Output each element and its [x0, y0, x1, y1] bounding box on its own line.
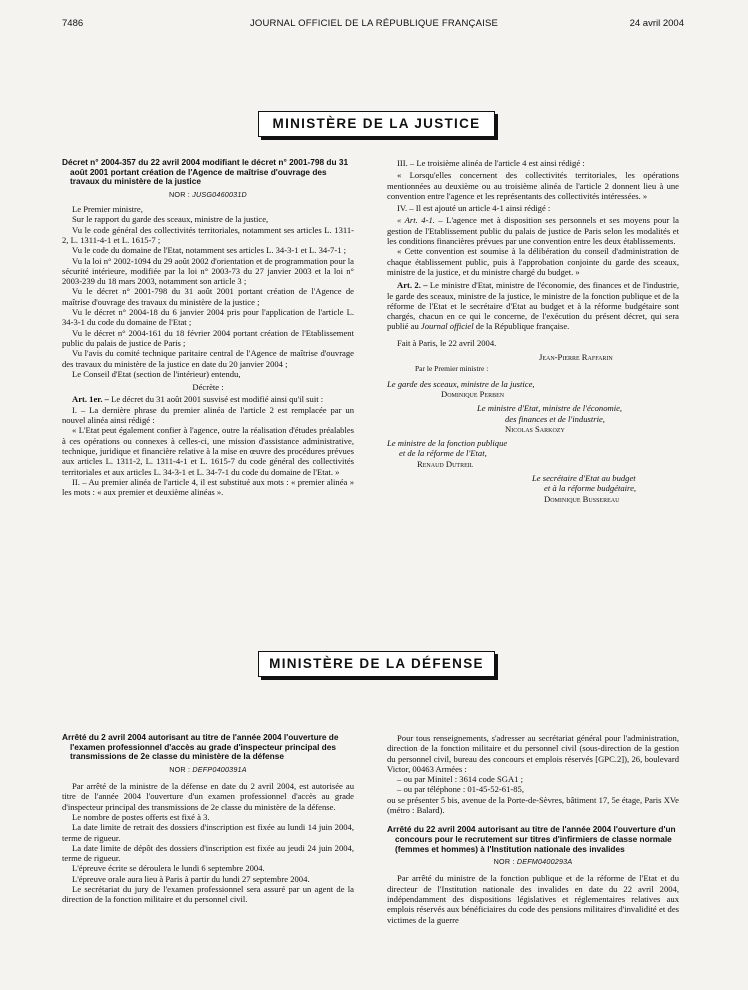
- signature-title: Le secrétaire d'Etat au budget: [532, 473, 636, 484]
- paragraph: Vu le décret n° 2004-161 du 18 février 2004 portant création de l'Etablissement public du palais de justice de Paris ;: [62, 327, 354, 348]
- paragraph: Le nombre de postes offerts est fixé à 3.: [72, 811, 210, 822]
- justice-right-column: [387, 158, 679, 504]
- signer-pm: Jean-Pierre Raffarin: [539, 352, 613, 363]
- signature-name: Dominique Perben: [441, 388, 505, 399]
- paragraph: « Lorsqu'elles concernent des collectivités territoriales, les opérations mentionnées au deuxième ou au troisième alinéa de l'article 2 donnent lieu à une convention entre l'agence et les représentants des collectivités intéressées. »: [387, 170, 679, 201]
- paragraph: Sur le rapport du garde des sceaux, ministre de la justice,: [72, 214, 269, 225]
- paragraph: Vu la loi n° 2002-1094 du 29 août 2002 d'orientation et de programmation pour la sécurité intérieure, modifiée par la loi n° 2003-73 du 27 janvier 2003 et la loi n° 2003-239 du 18 mars 2003, notamment son article 3 ;: [62, 255, 354, 287]
- arrete-title: Arrêté du 2 avril 2004 autorisant au titre de l'année 2004 l'ouverture de l'examen professionnel d'accès au grade d'inspecteur principal des transmissions de 2e classe du ministère de la défense: [62, 732, 339, 762]
- signature-name: Renaud Dutreil: [417, 458, 474, 469]
- arrete-nor-2: NOR : DEFM0400293A: [493, 857, 573, 867]
- paragraph: La date limite de retrait des dossiers d'inscription est fixée au lundi 14 juin 2004, terme de rigueur.: [62, 822, 354, 843]
- paragraph: I. – La dernière phrase du premier alinéa de l'article 2 est remplacée par un nouvel alinéa ainsi rédigé :: [62, 404, 354, 426]
- paragraph: Par arrêté de la ministre de la défense en date du 2 avril 2004, est autorisée au titre de l'année 2004 l'ouverture d'un examen professionnel d'accès au grade d'inspecteur principal des transmissions de 2e classe du ministère de la défense.: [62, 781, 354, 812]
- paragraph: Le Conseil d'Etat (section de l'intérieur) entendu,: [72, 368, 241, 379]
- paragraph: L'épreuve orale aura lieu à Paris à partir du lundi 27 septembre 2004.: [72, 873, 310, 884]
- arrete-title-2: Arrêté du 22 avril 2004 autorisant au titre de l'année 2004 l'ouverture d'un concours pour le recrutement sur titres d'infirmiers de classe normale (femmes et hommes) à l'Institution nationale des invalides: [387, 824, 676, 854]
- paragraph: Par arrêté du ministre de la fonction publique et de la réforme de l'Etat et du directeur de l'Institution nationale des invalides en date du 22 avril 2004, indépendamment des dispositions législatives et réglementaires relatives aux emplois réservés aux bénéficiaires du code des pensions militaires d'invalidité et des victimes de la guerre: [387, 873, 679, 925]
- signature-title: Le garde des sceaux, ministre de la justice,: [387, 378, 535, 389]
- ministry-defense-heading: MINISTÈRE DE LA DÉFENSE: [258, 651, 495, 677]
- signature-title: Le ministre de la fonction publique: [387, 438, 508, 449]
- paragraph: « Cette convention est soumise à la délibération du conseil d'administration de chaque établissement public, puis à l'approbation conjointe du garde des sceaux, ministre de la justice, et du ministre chargé du budget. »: [387, 246, 679, 277]
- signature-name: Dominique Bussereau: [544, 493, 620, 504]
- signature-title: des finances et de l'industrie,: [505, 413, 605, 424]
- page-header: [0, 18, 748, 32]
- decree-title: Décret n° 2004-357 du 22 avril 2004 modifiant le décret n° 2001-798 du 31 août 2001 portant création de l'Agence de maîtrise d'ouvrage des travaux du ministère de la justice: [62, 157, 349, 187]
- paragraph: Vu l'avis du comité technique paritaire central de l'Agence de maîtrise d'ouvrage des travaux du ministère de la justice en date du 20 janvier 2004 ;: [62, 348, 354, 369]
- defense-right-column: [387, 733, 679, 925]
- article-1: Art. 1er. – Le décret du 31 août 2001 susvisé est modifié ainsi qu'il suit :: [72, 394, 324, 405]
- justice-left-column: [62, 158, 354, 497]
- paragraph: « L'Etat peut également confier à l'agence, outre la réalisation d'études préalables à ces opérations ou connexes à celles-ci, une mission d'assistance administrative, technique, juridique et financière relative à la mise en œuvre des procédures prévues aux articles L. 1311-2, L. 1311-4-1 et L. 1615-7 du code général des collectivités territoriales et aux articles L. 34-3-1 et L. 34-7-1 du code du domaine de l'Etat. »: [62, 425, 354, 477]
- signature-title: et de la réforme de l'Etat,: [399, 448, 487, 459]
- journal-title: JOURNAL OFFICIEL DE LA RÉPUBLIQUE FRANÇAISE: [249, 18, 499, 29]
- page-number: 7486: [62, 18, 84, 29]
- defense-left-column: [62, 733, 354, 905]
- decree-nor: NOR : JUSG0460031D: [169, 189, 247, 199]
- decrete-label: Décrète :: [192, 382, 224, 393]
- paragraph: Vu le code général des collectivités territoriales, notamment ses articles L. 1311-2, L. 1311-4-1 et L. 1615-7 ;: [62, 224, 354, 245]
- paragraph: Vu le décret n° 2004-18 du 6 janvier 2004 pris pour l'application de l'article L. 34-3-1 du code du domaine de l'Etat ;: [62, 307, 354, 328]
- by-pm: Par le Premier ministre :: [415, 364, 489, 374]
- signature-name: Nicolas Sarkozy: [505, 423, 565, 434]
- paragraph: Vu le code du domaine de l'Etat, notamment ses articles L. 34-3-1 et L. 34-7-1 ;: [72, 245, 347, 256]
- paragraph: II. – Au premier alinéa de l'article 4, il est substitué aux mots : « premier alinéa » les mots : « aux premier et deuxième alinéas ».: [62, 476, 354, 498]
- signature-title: et à la réforme budgétaire,: [544, 483, 637, 494]
- paragraph: IV. – Il est ajouté un article 4-1 ainsi rédigé :: [397, 203, 551, 214]
- paragraph: Vu le décret n° 2001-798 du 31 août 2001 portant création de l'Agence de maîtrise d'ouvrage des travaux du ministère de la justice ;: [62, 286, 354, 307]
- paragraph: L'épreuve écrite se déroulera le lundi 6 septembre 2004.: [72, 863, 265, 874]
- paragraph: – ou par Minitel : 3614 code SGA1 ;: [397, 774, 524, 785]
- arrete-nor: NOR : DEFP0400391A: [169, 764, 247, 774]
- ministry-justice-heading: MINISTÈRE DE LA JUSTICE: [258, 111, 495, 137]
- done-at: Fait à Paris, le 22 avril 2004.: [397, 337, 497, 348]
- signature-title: Le ministre d'Etat, ministre de l'économie,: [477, 403, 623, 414]
- paragraph: Le secrétariat du jury de l'examen professionnel sera assuré par un agent de la direction de la fonction militaire et du personnel civil.: [62, 884, 354, 905]
- paragraph: III. – Le troisième alinéa de l'article 4 est ainsi rédigé :: [397, 158, 585, 168]
- issue-date: 24 avril 2004: [629, 18, 684, 29]
- paragraph: Le Premier ministre,: [72, 204, 143, 215]
- article-2: Art. 2. – Le ministre d'Etat, ministre de l'économie, des finances et de l'industrie, le garde des sceaux, ministre de la justice, le ministre de la fonction publique et de la réforme de l'Etat et le secrétaire d'Etat au budget et à la réforme budgétaire sont chargés, chacun en ce qui le concerne, de l'exécution du présent décret, qui sera publié au Journal officiel de la République française.: [387, 280, 679, 332]
- paragraph: ou se présenter 5 bis, avenue de la Porte-de-Sèvres, bâtiment 17, 5e étage, Paris XVe (métro : Balard).: [387, 794, 679, 816]
- paragraph: Pour tous renseignements, s'adresser au secrétariat général pour l'administration, direction de la fonction militaire et du personnel civil (sous-direction de la gestion du personnel civil, bureau des concours et emplois réservés [GPC.2]), 26, boulevard Victor, 00463 Armées :: [387, 733, 679, 774]
- paragraph: La date limite de dépôt des dossiers d'inscription est fixée au jeudi 24 juin 2004, terme de rigueur.: [62, 842, 354, 864]
- paragraph: « Art. 4-1. – L'agence met à disposition ses personnels et ses moyens pour la gestion de l'Etablissement public du palais de justice de Paris selon les modalités et les conditions financières prévues par une convention entre les deux établissements.: [387, 215, 679, 247]
- paragraph: – ou par téléphone : 01-45-52-61-85,: [397, 784, 524, 795]
